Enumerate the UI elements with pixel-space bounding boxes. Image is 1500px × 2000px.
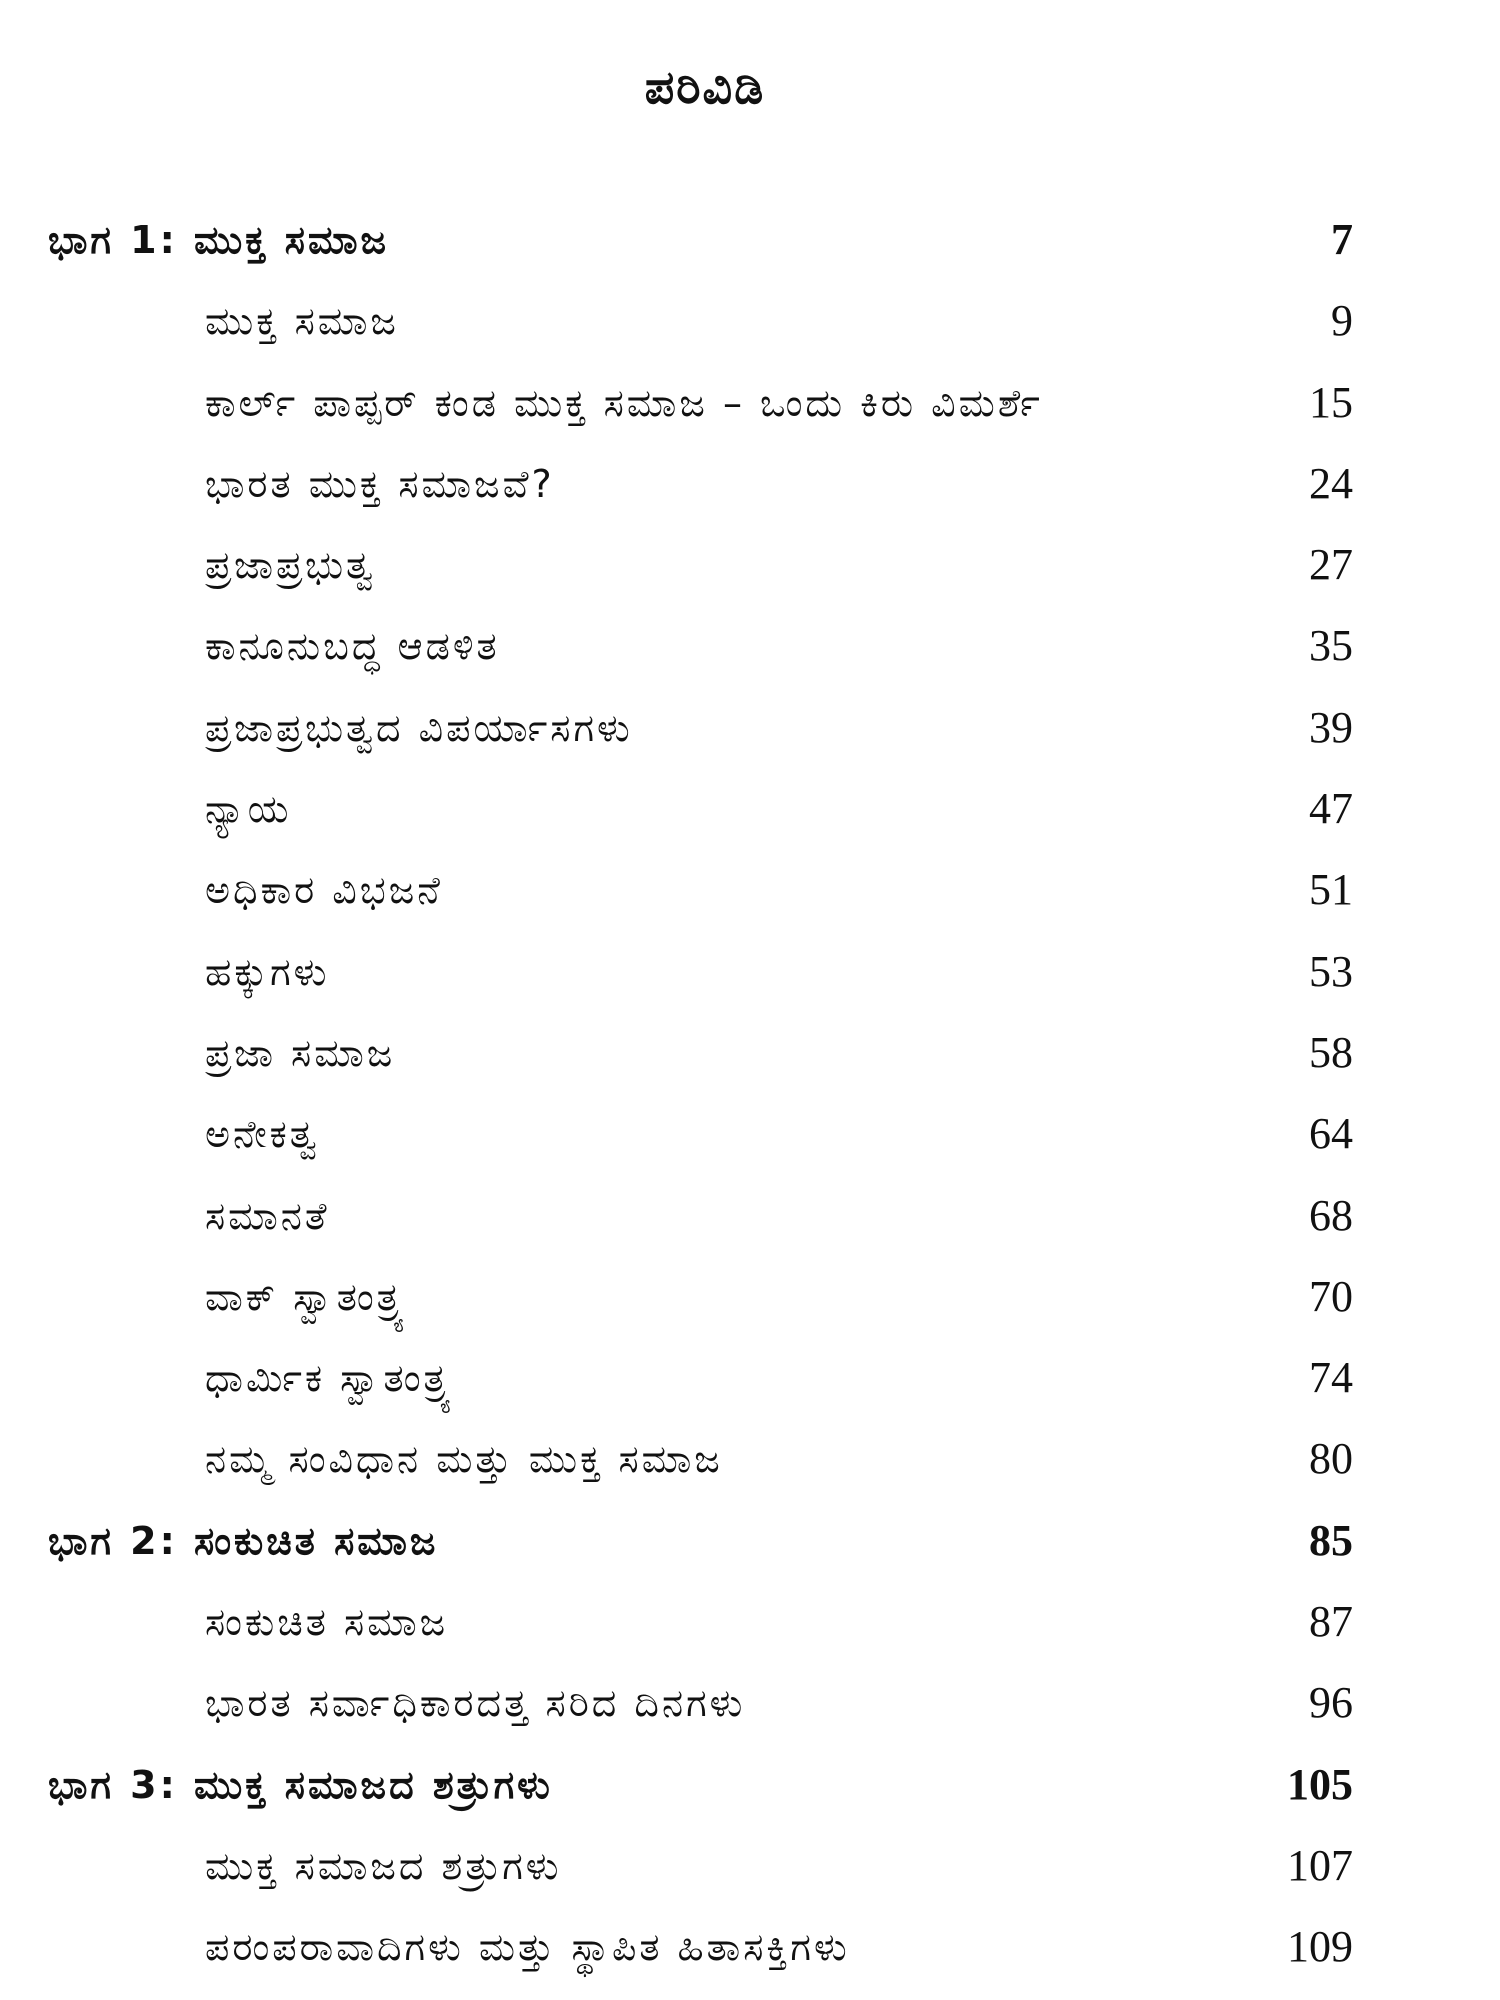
toc-chapter-row	[0, 1346, 1500, 1427]
toc-chapter-title: ಪರಂಪರಾವಾದಿಗಳು ಮತ್ತು ಸ್ಥಾಪಿತ ಹಿತಾಸಕ್ತಿಗಳು	[205, 1925, 850, 1970]
toc-chapter-title: ಪ್ರಜಾಪ್ರಭುತ್ವ	[205, 543, 376, 588]
toc-page-number: 105	[1287, 1759, 1353, 1809]
toc-chapter-title: ಭಾರತ ಸರ್ವಾಧಿಕಾರದತ್ತ ಸರಿದ ದಿನಗಳು	[205, 1681, 746, 1726]
toc-page-number: 9	[1331, 296, 1353, 346]
toc-chapter-title: ಹಕ್ಕುಗಳು	[205, 949, 330, 994]
toc-chapter-title: ಸಂಕುಚಿತ ಸಮಾಜ	[205, 1600, 449, 1645]
toc-page-number: 39	[1309, 702, 1353, 752]
toc-chapter-title: ಅನೇಕತ್ವ	[205, 1112, 320, 1157]
toc-chapter-row	[0, 1184, 1500, 1265]
toc-chapter-title: ಸಮಾನತೆ	[205, 1193, 330, 1238]
toc-page-number: 96	[1309, 1678, 1353, 1728]
toc-page-number: 47	[1309, 784, 1353, 834]
toc-page-number: 58	[1309, 1027, 1353, 1077]
toc-chapter-title: ನ್ಯಾಯ	[205, 787, 292, 832]
toc-page-number: 53	[1309, 946, 1353, 996]
toc-chapter-title: ಪ್ರಜಾ ಸಮಾಜ	[205, 1030, 396, 1075]
toc-part-title: ಭಾಗ 1: ಮುಕ್ತ ಸಮಾಜ	[48, 218, 390, 262]
toc-chapter-title: ವಾಕ್ ಸ್ವಾತಂತ್ರ್ಯ	[205, 1274, 409, 1319]
toc-chapter-row	[0, 1590, 1500, 1671]
toc-part-row	[0, 208, 1500, 289]
toc-chapter-row	[0, 1427, 1500, 1508]
toc-chapter-row	[0, 1021, 1500, 1102]
toc-page-number: 109	[1287, 1922, 1353, 1972]
toc-chapter-row	[0, 1102, 1500, 1183]
toc-page-number: 51	[1309, 865, 1353, 915]
toc-page-number: 64	[1309, 1109, 1353, 1159]
toc-chapter-row	[0, 452, 1500, 533]
toc-chapter-title: ಕಾನೂನುಬದ್ಧ ಆಡಳಿತ	[205, 624, 500, 669]
toc-page-number: 7	[1331, 215, 1353, 264]
toc-chapter-title: ಪ್ರಜಾಪ್ರಭುತ್ವದ ವಿಪರ್ಯಾಸಗಳು	[205, 705, 633, 750]
toc-chapter-title: ಧಾರ್ಮಿಕ ಸ್ವಾತಂತ್ರ್ಯ	[205, 1356, 455, 1401]
toc-chapter-row	[0, 614, 1500, 695]
toc-chapter-row	[0, 858, 1500, 939]
toc-part-title: ಭಾಗ 2: ಸಂಕುಚಿತ ಸಮಾಜ	[48, 1518, 439, 1563]
toc-chapter-title: ಅಧಿಕಾರ ವಿಭಜನೆ	[205, 868, 443, 913]
toc-chapter-title: ಕಾರ್ಲ್ ಪಾಪ್ಪರ್ ಕಂಡ ಮುಕ್ತ ಸಮಾಜ – ಒಂದು ಕಿರು ವಿಮರ್ಶೆ	[205, 380, 1043, 425]
toc-page-number: 85	[1309, 1515, 1353, 1565]
page-title: ಪರಿವಿಡಿ	[644, 60, 766, 114]
toc-chapter-title: ಮುಕ್ತ ಸಮಾಜ	[205, 299, 399, 344]
toc-page-number: 24	[1309, 458, 1353, 508]
toc-page-number: 107	[1287, 1840, 1353, 1890]
toc-page-number: 27	[1309, 540, 1353, 590]
toc-part-row	[0, 1753, 1500, 1834]
toc-page-number: 70	[1309, 1271, 1353, 1321]
toc-page-number: 35	[1309, 621, 1353, 671]
table-of-contents	[0, 208, 1500, 1997]
toc-page-number: 80	[1309, 1434, 1353, 1484]
toc-chapter-row	[0, 1834, 1500, 1915]
toc-chapter-row	[0, 940, 1500, 1021]
toc-page-number: 74	[1309, 1353, 1353, 1403]
toc-chapter-row	[0, 371, 1500, 452]
toc-page-number: 15	[1309, 377, 1353, 427]
toc-page-number: 68	[1309, 1190, 1353, 1240]
toc-chapter-title: ಮುಕ್ತ ಸಮಾಜದ ಶತ್ರುಗಳು	[205, 1843, 562, 1888]
toc-part-row	[0, 1509, 1500, 1590]
toc-chapter-row	[0, 777, 1500, 858]
toc-chapter-row	[0, 1265, 1500, 1346]
toc-chapter-row	[0, 696, 1500, 777]
toc-chapter-title: ನಮ್ಮ ಸಂವಿಧಾನ ಮತ್ತು ಮುಕ್ತ ಸಮಾಜ	[205, 1437, 723, 1482]
toc-chapter-row	[0, 289, 1500, 370]
toc-chapter-title: ಭಾರತ ಮುಕ್ತ ಸಮಾಜವೆ?	[205, 461, 555, 506]
toc-part-title: ಭಾಗ 3: ಮುಕ್ತ ಸಮಾಜದ ಶತ್ರುಗಳು	[48, 1762, 553, 1807]
toc-page-number: 87	[1309, 1597, 1353, 1647]
toc-chapter-row	[0, 1915, 1500, 1996]
toc-chapter-row	[0, 1671, 1500, 1752]
toc-chapter-row	[0, 533, 1500, 614]
